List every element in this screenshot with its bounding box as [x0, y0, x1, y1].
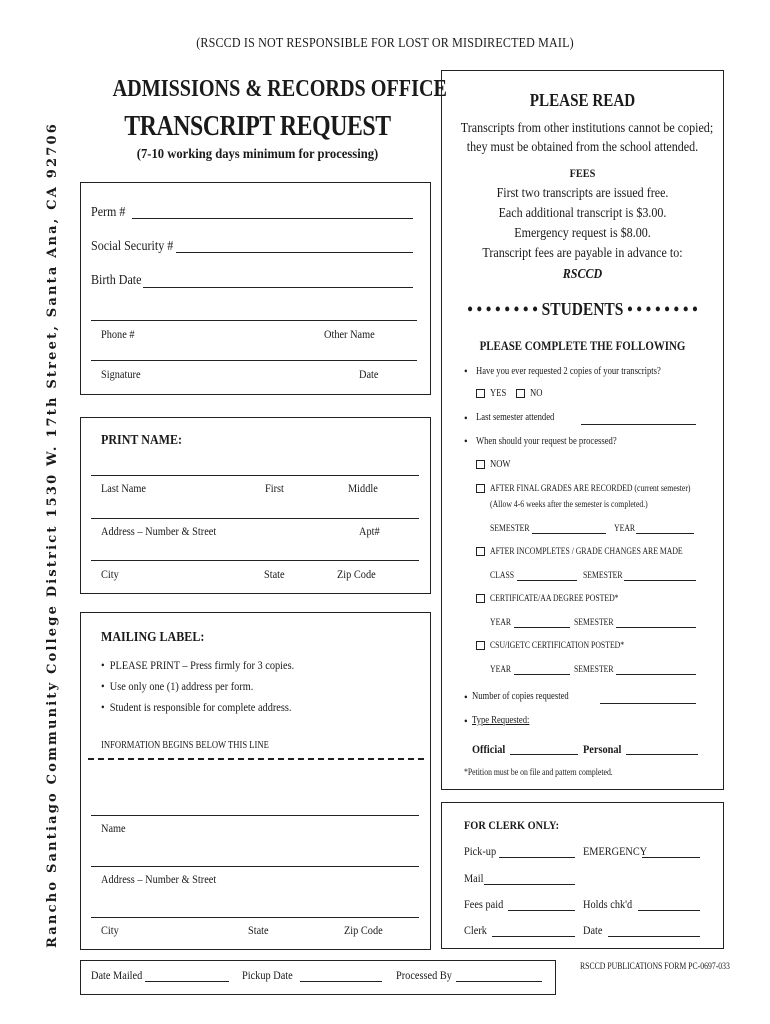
- state-label: State: [264, 567, 285, 581]
- label-city-line[interactable]: [91, 917, 419, 918]
- apt-label: Apt#: [359, 524, 380, 538]
- mailing-rule-2-text: Use only one (1) address per form.: [109, 679, 254, 693]
- after-grades-checkbox[interactable]: [476, 484, 485, 493]
- date-mailed-label: Date Mailed: [91, 968, 143, 982]
- clerk-date-line[interactable]: [608, 936, 700, 937]
- certificate-year-label: YEAR: [490, 617, 512, 627]
- csu-semester-label: SEMESTER: [574, 664, 614, 674]
- phone-label: Phone #: [101, 327, 135, 341]
- processing-footer-box: [80, 960, 556, 995]
- petition-note: *Petition must be on file and pattern completed.: [464, 767, 613, 777]
- fee-line-4: Transcript fees are payable in advance to:: [482, 246, 683, 261]
- form-title: TRANSCRIPT REQUEST: [124, 110, 391, 142]
- label-city-label: City: [101, 923, 119, 937]
- info-begins-label: INFORMATION BEGINS BELOW THIS LINE: [101, 740, 269, 751]
- processed-by-line[interactable]: [456, 981, 542, 982]
- incompletes-semester-label: SEMESTER: [583, 570, 623, 580]
- zip-label: Zip Code: [337, 567, 376, 581]
- first-name-label: First: [265, 481, 284, 495]
- current-semester-text: (current semester): [634, 483, 691, 493]
- incompletes-semester-line[interactable]: [624, 580, 696, 581]
- fees-paid-line[interactable]: [508, 910, 575, 911]
- now-label: NOW: [490, 459, 511, 470]
- last-name-line[interactable]: [91, 475, 419, 476]
- ssn-label: Social Security #: [91, 239, 174, 254]
- students-banner: • • • • • • • • STUDENTS • • • • • • • •: [467, 299, 698, 319]
- date-mailed-line[interactable]: [145, 981, 229, 982]
- clerk-label: Clerk: [464, 923, 487, 937]
- no-label: NO: [530, 388, 543, 399]
- processed-by-label: Processed By: [396, 968, 452, 982]
- type-bullet: •: [464, 714, 468, 728]
- grades-semester-label: SEMESTER: [490, 523, 530, 533]
- label-zip-label: Zip Code: [344, 923, 383, 937]
- fees-paid-label: Fees paid: [464, 897, 504, 911]
- csu-year-line[interactable]: [514, 674, 570, 675]
- incompletes-class-label: CLASS: [490, 570, 515, 580]
- student-id-box: [80, 182, 431, 395]
- label-state-label: State: [248, 923, 269, 937]
- yes-label: YES: [490, 388, 507, 399]
- personal-line[interactable]: [626, 754, 698, 755]
- fee-line-2: Each additional transcript is $3.00.: [498, 206, 667, 221]
- certificate-semester-line[interactable]: [616, 627, 696, 628]
- mail-label: Mail: [464, 871, 484, 885]
- official-label: Official: [472, 742, 506, 756]
- holds-line[interactable]: [638, 910, 700, 911]
- city-label: City: [101, 567, 119, 581]
- label-name-label: Name: [101, 821, 126, 835]
- csu-label: CSU/IGETC CERTIFICATION POSTED*: [490, 640, 625, 650]
- certificate-year-line[interactable]: [514, 627, 570, 628]
- other-name-label: Other Name: [324, 327, 375, 341]
- mailing-rule-2: • Use only one (1) address per form.: [101, 679, 254, 693]
- mailing-rule-1-text: PLEASE PRINT – Press firmly for 3 copies.: [109, 658, 295, 672]
- signature-date-label: Date: [359, 367, 379, 381]
- q2-bullet: •: [464, 434, 468, 448]
- q2-text: When should your request be processed?: [476, 436, 617, 447]
- mailing-rule-1: • PLEASE PRINT – Press firmly for 3 copies.: [101, 658, 295, 672]
- q1-bullet: •: [464, 364, 468, 378]
- mail-line[interactable]: [484, 884, 575, 885]
- office-title: ADMISSIONS & RECORDS OFFICE: [112, 76, 447, 102]
- official-line[interactable]: [510, 754, 578, 755]
- pickup-date-line[interactable]: [300, 981, 382, 982]
- copies-line[interactable]: [600, 703, 696, 704]
- copy-notice-line-1: Transcripts from other institutions cannot be copied;: [460, 121, 714, 136]
- grades-year-line[interactable]: [636, 533, 694, 534]
- middle-name-label: Middle: [348, 481, 378, 495]
- clerk-heading: FOR CLERK ONLY:: [464, 818, 560, 832]
- complete-following: PLEASE COMPLETE THE FOLLOWING: [479, 338, 686, 353]
- mail-notice: (RSCCD IS NOT RESPONSIBLE FOR LOST OR MISDIRECTED MAIL): [196, 36, 574, 51]
- pickup-date-label: Pickup Date: [242, 968, 293, 982]
- signature-line[interactable]: [91, 360, 417, 361]
- city-line[interactable]: [91, 560, 419, 561]
- yes-checkbox[interactable]: [476, 389, 485, 398]
- certificate-checkbox[interactable]: [476, 594, 485, 603]
- birth-date-line[interactable]: [143, 287, 413, 288]
- q1-text: Have you ever requested 2 copies of your transcripts?: [476, 366, 661, 377]
- csu-year-label: YEAR: [490, 664, 512, 674]
- phone-line[interactable]: [91, 320, 417, 321]
- fee-line-1: First two transcripts are issued free.: [496, 186, 669, 201]
- no-checkbox[interactable]: [516, 389, 525, 398]
- last-semester-label: Last semester attended: [476, 412, 555, 423]
- type-requested-label: Type Requested:: [472, 715, 530, 726]
- publication-number: RSCCD PUBLICATIONS FORM PC-0697-033: [580, 961, 730, 971]
- now-checkbox[interactable]: [476, 460, 485, 469]
- perm-line[interactable]: [132, 218, 413, 219]
- clerk-date-label: Date: [583, 923, 603, 937]
- csu-checkbox[interactable]: [476, 641, 485, 650]
- allow-note: (Allow 4-6 weeks after the semester is completed.): [490, 499, 648, 509]
- clerk-line[interactable]: [492, 936, 575, 937]
- mailing-rule-3: • Student is responsible for complete address.: [101, 700, 292, 714]
- after-grades-label: [490, 483, 691, 494]
- district-address-vertical: Rancho Santiago Community College District 1530 W. 17th Street, Santa Ana, CA 92706: [45, 122, 60, 948]
- pickup-label: Pick-up: [464, 844, 497, 858]
- certificate-semester-label: SEMESTER: [574, 617, 614, 627]
- last-semester-line[interactable]: [581, 424, 696, 425]
- label-address-line[interactable]: [91, 866, 419, 867]
- processing-note: (7-10 working days minimum for processing): [136, 147, 379, 162]
- after-grades-text: AFTER FINAL GRADES ARE RECORDED: [490, 483, 633, 493]
- birth-date-label: Birth Date: [91, 273, 142, 288]
- last-semester-bullet: •: [464, 411, 468, 425]
- personal-label: Personal: [583, 742, 622, 756]
- after-incompletes-checkbox[interactable]: [476, 547, 485, 556]
- payee: RSCCD: [562, 267, 603, 282]
- incompletes-class-line[interactable]: [517, 580, 577, 581]
- copies-bullet: •: [464, 690, 468, 704]
- copy-notice-line-2: they must be obtained from the school attended.: [466, 140, 699, 155]
- grades-semester-line[interactable]: [532, 533, 606, 534]
- grades-year-label: YEAR: [614, 523, 636, 533]
- please-read-heading: PLEASE READ: [529, 90, 636, 110]
- cut-line: [88, 758, 424, 760]
- csu-semester-line[interactable]: [616, 674, 696, 675]
- after-incompletes-label: AFTER INCOMPLETES / GRADE CHANGES ARE MADE: [490, 546, 683, 556]
- signature-label: Signature: [101, 367, 141, 381]
- print-name-heading: PRINT NAME:: [101, 433, 183, 448]
- last-name-label: Last Name: [101, 481, 146, 495]
- emergency-line[interactable]: [642, 857, 700, 858]
- mailing-rule-3-text: Student is responsible for complete address.: [109, 700, 292, 714]
- perm-label: Perm #: [91, 205, 126, 220]
- emergency-label: EMERGENCY: [583, 844, 648, 858]
- certificate-label: CERTIFICATE/AA DEGREE POSTED*: [490, 593, 619, 603]
- holds-label: Holds chk'd: [583, 897, 633, 911]
- address-line[interactable]: [91, 518, 419, 519]
- fees-heading: FEES: [569, 166, 596, 180]
- fee-line-3: Emergency request is $8.00.: [514, 226, 651, 241]
- mailing-label-heading: MAILING LABEL:: [101, 630, 205, 645]
- label-name-line[interactable]: [91, 815, 419, 816]
- ssn-line[interactable]: [176, 252, 413, 253]
- label-address-label: Address – Number & Street: [101, 872, 217, 886]
- copies-label: Number of copies requested: [472, 691, 569, 702]
- pickup-line[interactable]: [499, 857, 575, 858]
- address-label: Address – Number & Street: [101, 524, 217, 538]
